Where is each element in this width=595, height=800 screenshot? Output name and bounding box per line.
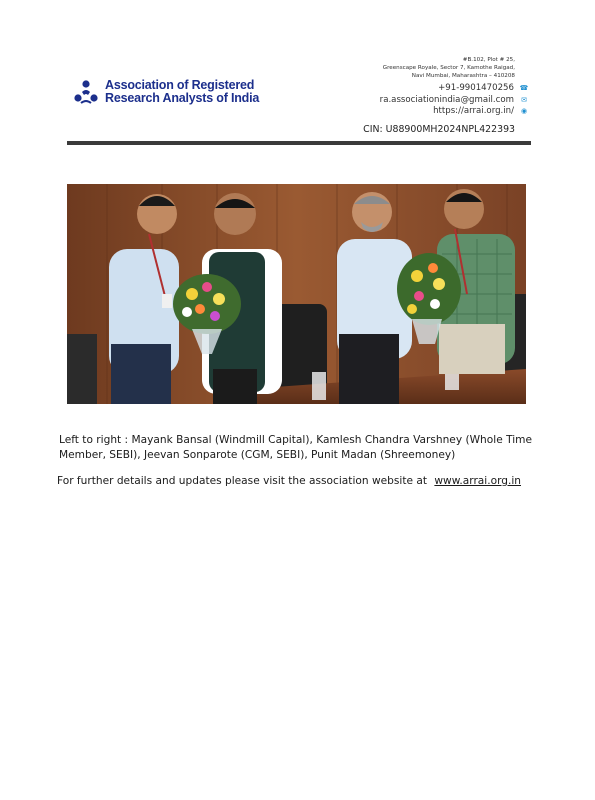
email-address[interactable]: ra.associationindia@gmail.com (379, 95, 514, 105)
further-details-text: For further details and updates please visit the association website at (57, 475, 428, 487)
contact-phone (438, 83, 529, 93)
org-name-line2: Research Analysts of India (105, 91, 260, 105)
mail-icon: ✉ (521, 96, 527, 104)
org-logo (72, 78, 259, 106)
further-details (57, 475, 557, 487)
org-name-line1: Association of Registered (105, 78, 255, 92)
globe-icon: ◉ (520, 107, 528, 115)
association-website-link[interactable]: www.arrai.org.in (434, 475, 521, 487)
photo-caption: Left to right : Mayank Bansal (Windmill Capital), Kamlesh Chandra Varshney (Whole Time Member, SEBI), Jeevan Sonparote (CGM, SEBI), Punit Madan (Shreemoney) (59, 434, 533, 461)
address-line3: Navi Mumbai, Maharashtra – 410208 (411, 73, 515, 79)
org-address (383, 56, 515, 80)
contact-website (433, 106, 529, 116)
org-name (105, 79, 259, 105)
group-photo (67, 184, 526, 404)
cin-number: CIN: U88900MH2024NPL422393 (363, 124, 515, 135)
header-divider (67, 141, 531, 145)
org-logo-icon (72, 78, 100, 106)
address-line2: Greenscape Royale, Sector 7, Kamothe Raigad, (382, 65, 515, 71)
phone-icon: ☎ (519, 84, 529, 92)
address-line1: #B.102, Plot # 25, (462, 57, 515, 63)
website-url[interactable]: https://arrai.org.in/ (433, 106, 514, 116)
phone-number: +91-9901470256 (438, 83, 514, 93)
contact-email (380, 95, 529, 105)
